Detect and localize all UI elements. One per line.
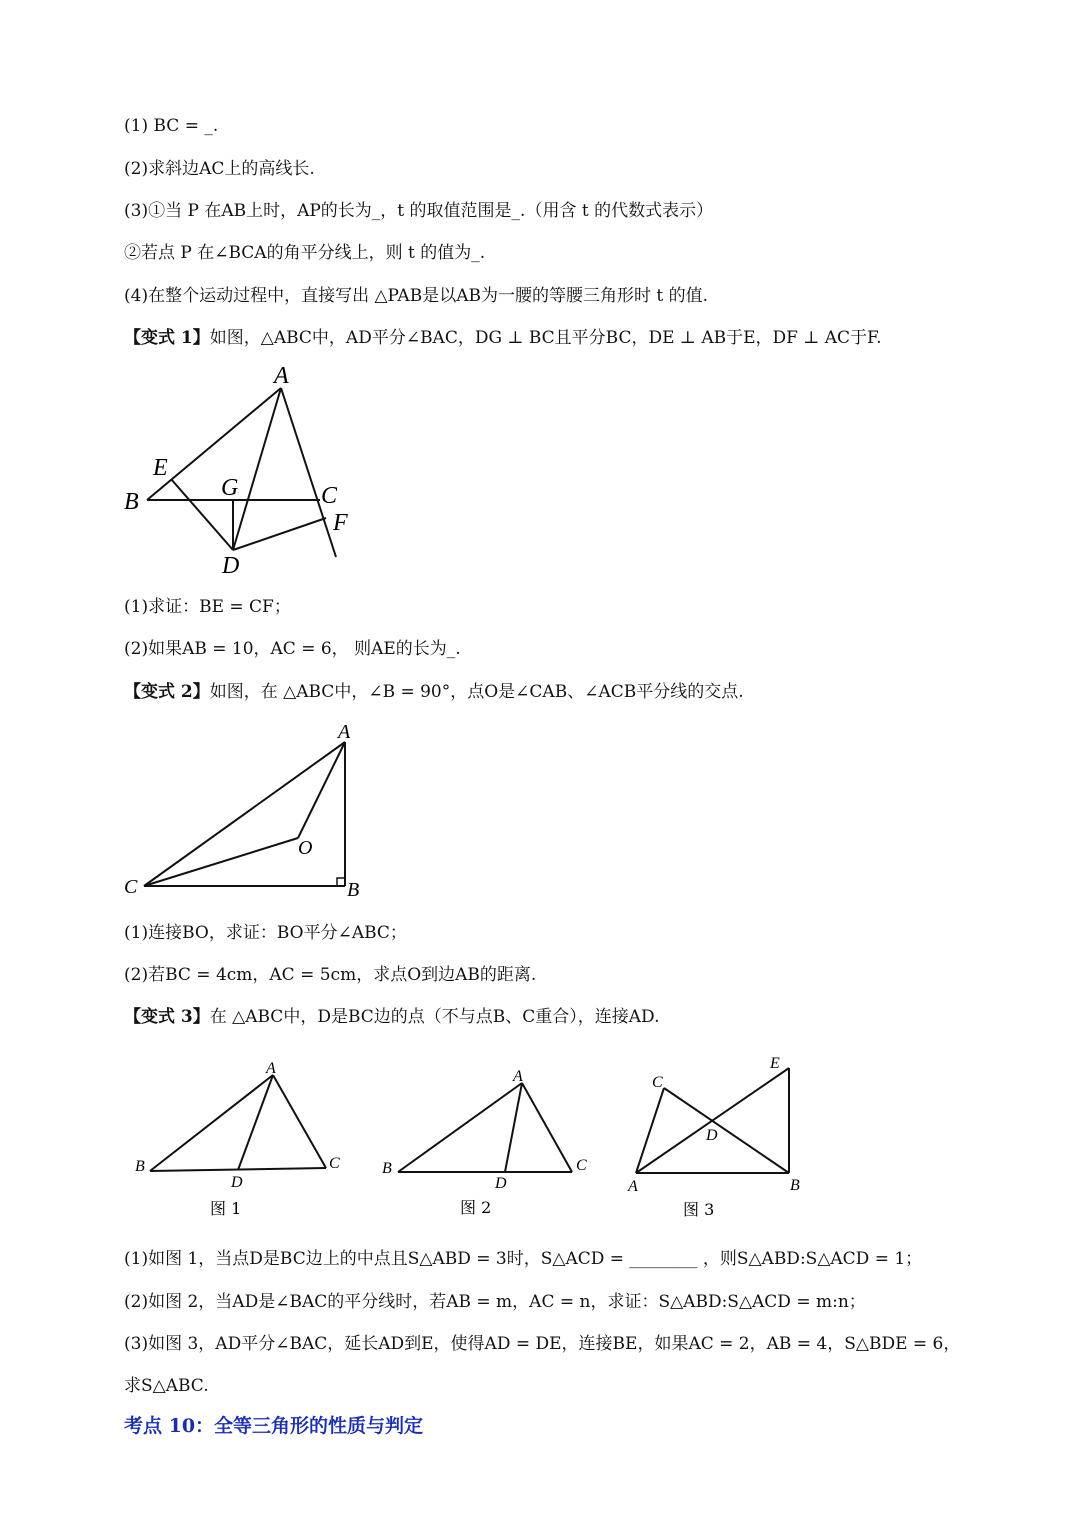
fig3a-caption: 图 1 [210,1199,242,1218]
variant-2-q2: (2)若BC = 4cm，AC = 5cm，求点O到边AB的距离. [124,965,537,985]
fig3c-label-B: B [790,1177,800,1194]
section-heading: 考点 10：全等三角形的性质与判定 [124,1415,424,1437]
part-4-question: (4)在整个运动过程中，直接写出 △PAB是以AB为一腰的等腰三角形时 t 的值. [124,286,709,306]
part-2-question: (2)求斜边AC上的高线长. [124,159,315,179]
fig1-label-E: E [153,455,168,481]
fig3b-label-D: D [495,1175,507,1192]
variant-3-q2: (2)如图 2，当AD是∠BAC的平分线时，若AB = m，AC = n，求证：S△ABD:S△ACD = m:n； [124,1292,866,1312]
fig1-label-D: D [222,553,240,579]
fig1-label-C: C [321,483,338,509]
part-1-question: (1) BC = _. [124,116,219,136]
fig3c-label-D: D [706,1127,718,1144]
fig3b-caption: 图 2 [460,1198,492,1217]
variant-1-figure [120,360,360,580]
variant-3-figures [120,1045,820,1230]
fig3a-label-A: A [266,1060,276,1077]
variant-3-q4: 求S△ABC. [124,1376,209,1396]
fig3a-label-D: D [231,1174,243,1191]
fig3c-label-E: E [770,1055,780,1072]
fig3c-label-A: A [628,1178,638,1195]
fig3b-label-A: A [513,1068,523,1085]
variant-1-q1: (1)求证：BE = CF； [124,597,291,617]
fig2-label-B: B [347,879,360,901]
fig2-label-C: C [124,876,138,898]
fig3a-label-C: C [329,1155,340,1172]
fig2-label-A: A [338,721,351,743]
variant-2-tag: 【变式 2】 [124,682,210,702]
fig1-label-A: A [274,363,289,389]
variant-2-figure [118,712,368,902]
variant-1-statement [124,326,882,350]
variant-2-q1: (1)连接BO，求证：BO平分∠ABC； [124,923,407,943]
variant-1-tag: 【变式 1】 [124,328,210,348]
part-3-question: (3)①当 P 在AB上时，AP的长为_，t 的取值范围是_.（用含 t 的代数式表示） [124,201,714,221]
fig1-label-F: F [333,510,348,536]
fig3c-label-C: C [652,1074,663,1091]
variant-3-statement [124,1005,659,1029]
part-3b-question: ②若点 P 在∠BCA的角平分线上，则 t 的值为_. [124,243,486,263]
variant-1-q2: (2)如果AB = 10，AC = 6， 则AE的长为_. [124,639,461,659]
fig1-label-B: B [124,489,139,515]
variant-3-q3: (3)如图 3，AD平分∠BAC，延长AD到E，使得AD = DE，连接BE，如果AC = 2，AB = 4，S△BDE = 6， [124,1334,961,1354]
fig1-label-G: G [221,475,239,501]
variant-2-text: 如图，在 △ABC中，∠B = 90°，点O是∠CAB、∠ACB平分线的交点. [209,682,744,702]
variant-3-text: 在 △ABC中，D是BC边的点（不与点B、C重合），连接AD. [209,1007,660,1027]
fig3b-label-C: C [576,1157,587,1174]
variant-1-text: 如图，△ABC中，AD平分∠BAC，DG ⊥ BC且平分BC，DE ⊥ AB于E，DF ⊥ AC于F. [209,328,882,348]
variant-3-tag: 【变式 3】 [124,1007,210,1027]
fig3b-label-B: B [382,1160,392,1177]
variant-2-statement [124,680,744,704]
fig2-label-O: O [298,837,313,859]
variant-3-q1: (1)如图 1，当点D是BC边上的中点且S△ABD = 3时，S△ACD = ________ ，则S△ABD:S△ACD = 1； [124,1249,923,1269]
fig3a-label-B: B [135,1158,145,1175]
fig3c-caption: 图 3 [683,1200,715,1219]
